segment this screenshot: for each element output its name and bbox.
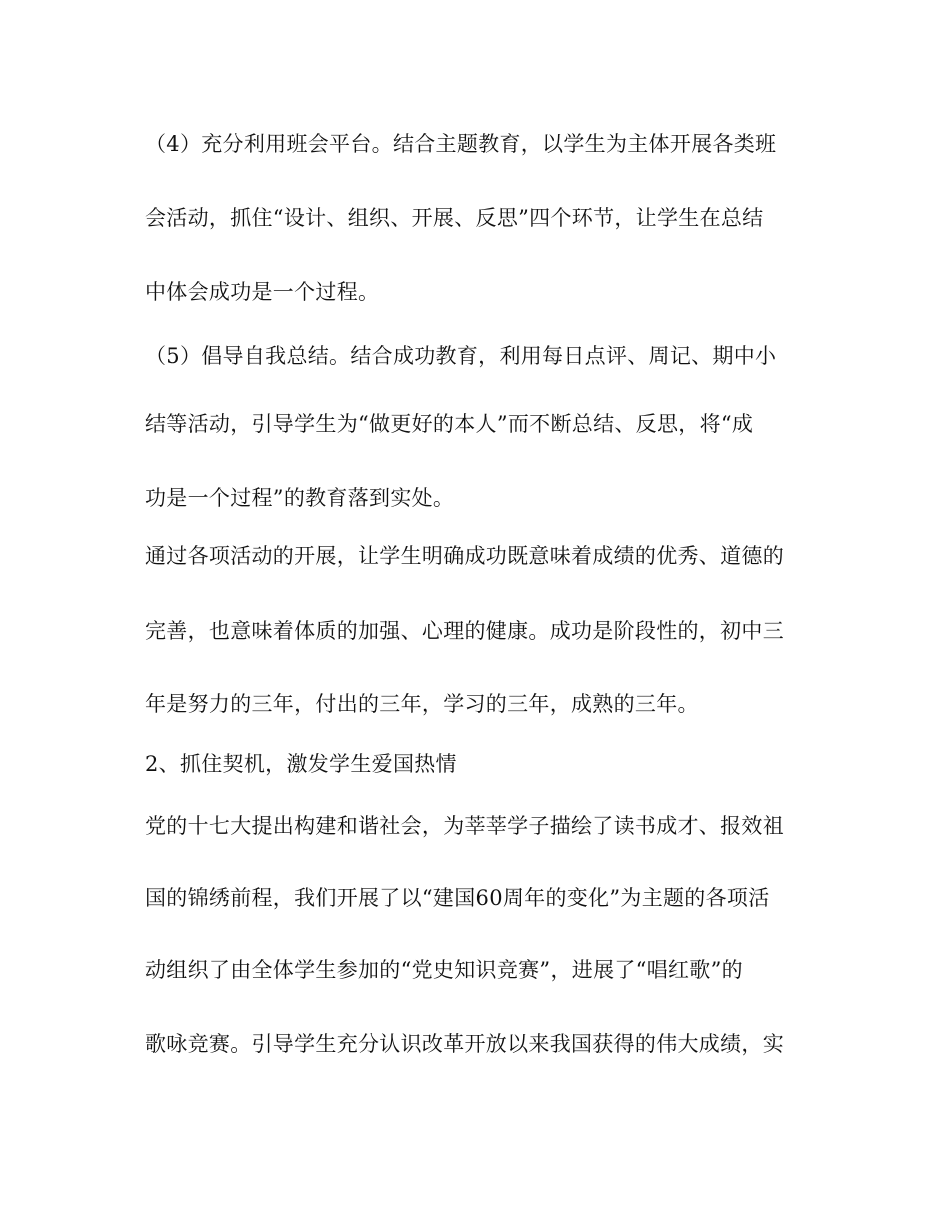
text-line: 歌咏竞赛。引导学生充分认识改革开放以来我国获得的伟大成绩，实 xyxy=(145,1032,784,1056)
text-line: 通过各项活动的开展，让学生明确成功既意味着成绩的优秀、道德的 xyxy=(145,544,784,568)
text-line: 中体会成功是一个过程。 xyxy=(145,280,380,304)
text-line: 年是努力的三年，付出的三年，学习的三年，成熟的三年。 xyxy=(145,692,699,716)
text-line: 党的十七大提出构建和谐社会，为莘莘学子描绘了读书成才、报效祖 xyxy=(145,814,784,838)
text-line: 动组织了由全体学生参加的“党史知识竞赛”，进展了“唱红歌”的 xyxy=(145,958,743,982)
text-line: （5）倡导自我总结。结合成功教育，利用每日点评、周记、期中小 xyxy=(145,344,777,368)
section-heading: 2、抓住契机，激发学生爱国热情 xyxy=(145,752,457,776)
text-line: 国的锦绣前程，我们开展了以“建国60周年的变化”为主题的各项活 xyxy=(145,886,770,910)
text-line: 功是一个过程”的教育落到实处。 xyxy=(145,486,455,510)
text-line: 结等活动，引导学生为“做更好的本人”而不断总结、反思，将“成 xyxy=(145,412,754,436)
text-line: 完善，也意味着体质的加强、心理的健康。成功是阶段性的，初中三 xyxy=(145,619,784,643)
text-line: （4）充分利用班会平台。结合主题教育，以学生为主体开展各类班 xyxy=(145,132,777,156)
text-line: 会活动，抓住“设计、组织、开展、反思”四个环节，让学生在总结 xyxy=(145,206,764,230)
